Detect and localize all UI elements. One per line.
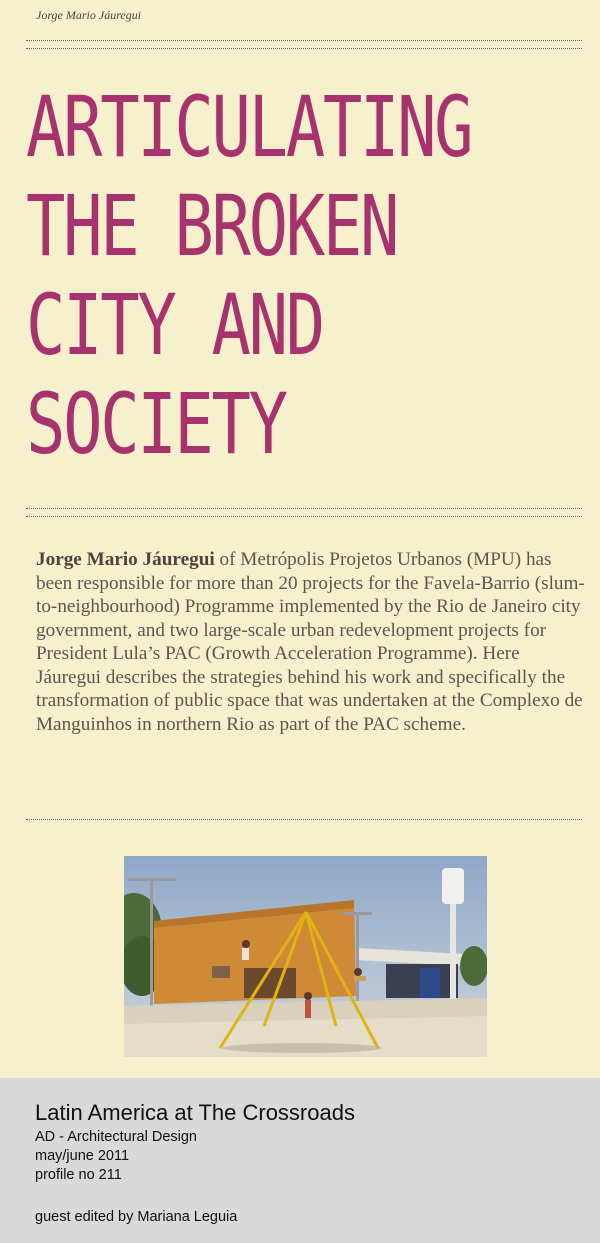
article-photo xyxy=(124,856,487,1057)
article-intro xyxy=(36,548,586,736)
intro-body-text: of Metrópolis Projetos Urbanos (MPU) has been responsible for more than 20 projects for the Favela-Barrio (slum-to-neighbourhood) Programme implemented by the Rio de Janeiro city government, and two large-scale urban redevelopment projects for President Lula’s PAC (Growth Acceleration Programme). Here Jáuregui describes the strategies behind his work and specifically the transformation of public space that was undertaken at the Complexo de Manguinhos in northern Rio as part of the PAC scheme. xyxy=(36,549,585,735)
headline-line-3: CITY AND xyxy=(26,276,323,374)
headline-line-4: SOCIETY xyxy=(26,375,286,473)
guest-editor: guest edited by Mariana Leguia xyxy=(35,1209,238,1225)
headline-divider xyxy=(26,508,582,509)
intro-author-name: Jorge Mario Jáuregui xyxy=(36,549,215,570)
headline-divider-second xyxy=(26,516,582,517)
author-byline: Jorge Mario Jáuregui xyxy=(36,8,142,22)
headline-line-2: THE BROKEN xyxy=(26,177,398,275)
publication-name: AD - Architectural Design xyxy=(35,1129,197,1145)
article-headline xyxy=(26,78,472,474)
issue-date: may/june 2011 xyxy=(35,1148,130,1164)
publication-info-footer xyxy=(0,1078,600,1243)
intro-divider xyxy=(26,819,582,820)
top-divider xyxy=(26,40,582,41)
top-divider-second xyxy=(26,48,582,49)
publication-title: Latin America at The Crossroads xyxy=(35,1100,355,1125)
playground-photo-illustration xyxy=(124,856,487,1057)
headline-line-1: ARTICULATING xyxy=(26,78,472,176)
profile-number: profile no 211 xyxy=(35,1167,122,1183)
